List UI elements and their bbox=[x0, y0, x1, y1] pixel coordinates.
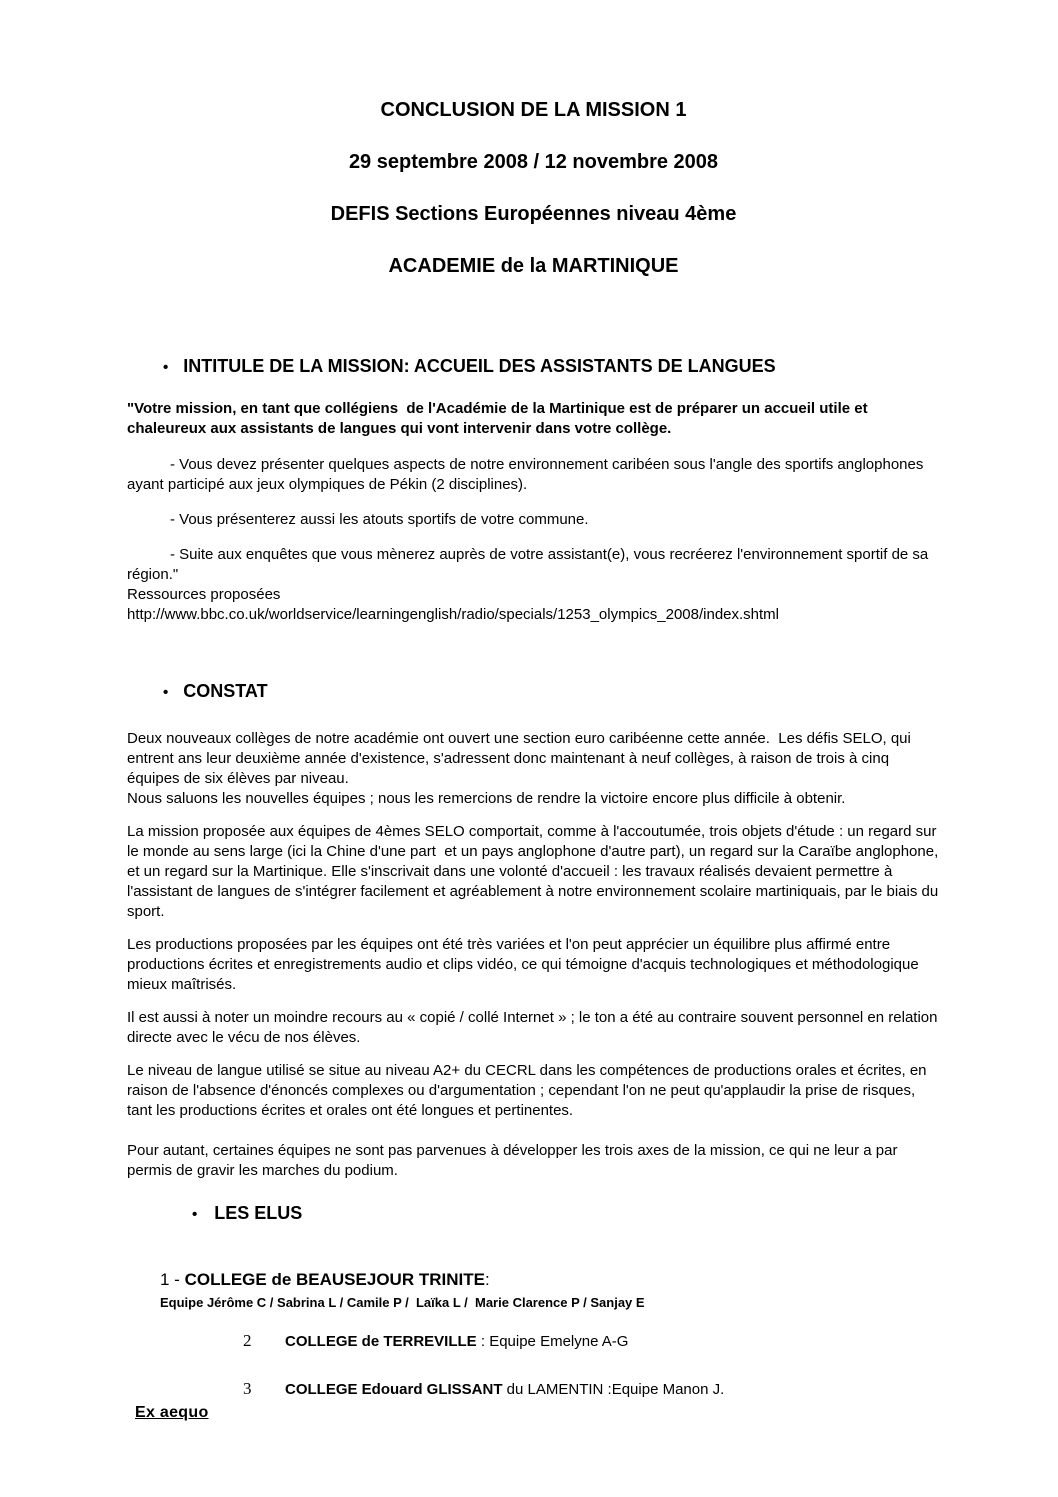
constat-paragraph-1: Deux nouveaux collèges de notre académie ont ouvert une section euro caribéenne cette année. Les défis SELO, qui entrent ans leur deuxième année d'existence, s'adressent donc maintenant à neuf collèges, à raison de trois à cinq équipes de six élèves par niveau. bbox=[127, 730, 916, 787]
bullet-icon: • bbox=[192, 1206, 198, 1223]
rank-2-line bbox=[243, 1331, 940, 1351]
rank-3-number: 3 bbox=[243, 1379, 252, 1398]
ex-aequo-label: Ex aequo bbox=[135, 1404, 209, 1421]
constat-paragraph-4: Les productions proposées par les équipes ont été très variées et l'on peut apprécier un équilibre plus affirmé entre productions écrites et enregistrements audio et clips vidéo, ce qui témoigne d'acquis technologiques et méthodologique mieux maîtrisés. bbox=[127, 936, 923, 993]
resources-label: Ressources proposées bbox=[127, 586, 281, 603]
section-heading-elus-label: LES ELUS bbox=[214, 1203, 303, 1223]
document-date-range: 29 septembre 2008 / 12 novembre 2008 bbox=[348, 151, 719, 173]
bullet-icon: • bbox=[163, 359, 169, 376]
mission-task-2: - Vous présenterez aussi les atouts sportifs de votre commune. bbox=[170, 511, 589, 528]
rank-1-team: Equipe Jérôme C / Sabrina L / Camile P / Laïka L / Marie Clarence P / Sanjay E bbox=[160, 1295, 645, 1310]
constat-paragraph-6: Le niveau de langue utilisé se situe au niveau A2+ du CECRL dans les compétences de productions orales et écrites, en raison de l'absence d'énoncés complexes ou d'argumentation ; cependant l'on ne peut qu'applaudir la prise de risques, tant les productions écrites et orales ont été longues et pertinentes. bbox=[127, 1062, 931, 1119]
rank-2-team: : Equipe Emelyne A-G bbox=[476, 1333, 629, 1350]
constat-paragraph-5: Il est aussi à noter un moindre recours au « copié / collé Internet » ; le ton a été au contraire souvent personnel en relation directe avec le vécu de nos élèves. bbox=[127, 1009, 942, 1046]
rank-1-number: 1 - bbox=[160, 1270, 185, 1289]
mission-task-3: - Suite aux enquêtes que vous mènerez auprès de votre assistant(e), vous recréerez l'environnement sportif de sa région." bbox=[127, 546, 933, 583]
section-heading-elus bbox=[192, 1203, 940, 1225]
constat-paragraph-3: La mission proposée aux équipes de 4èmes SELO comportait, comme à l'accoutumée, trois objets d'étude : un regard sur le monde au sens large (ici la Chine d'une part et un pays anglophone d'autre part), un regard sur la Caraïbe anglophone, et un regard sur la Martinique. Elle s'inscrivait dans une volonté d'accueil : les travaux réalisés devaient permettre à l'assistant de langues de s'intégrer facilement et agréablement à notre environnement scolaire martiniquais, par le biais du sport. bbox=[127, 823, 943, 920]
rank-3-team: du LAMENTIN :Equipe Manon J. bbox=[502, 1381, 725, 1398]
section-heading-intitule-label: INTITULE DE LA MISSION: ACCUEIL DES ASSISTANTS DE LANGUES bbox=[183, 356, 776, 376]
document-title: CONCLUSION DE LA MISSION 1 bbox=[380, 99, 687, 121]
mission-task-1: - Vous devez présenter quelques aspects de notre environnement caribéen sous l'angle des sportifs anglophones ayant participé aux jeux olympiques de Pékin (2 disciplines). bbox=[127, 456, 928, 493]
document-academy: ACADEMIE de la MARTINIQUE bbox=[388, 255, 679, 277]
rank-3-line bbox=[243, 1379, 940, 1399]
constat-paragraph-2: Nous saluons les nouvelles équipes ; nous les remercions de rendre la victoire encore plus difficile à obtenir. bbox=[127, 790, 846, 807]
rank-1-line bbox=[160, 1269, 940, 1291]
rank-3-college: COLLEGE Edouard GLISSANT bbox=[285, 1381, 503, 1398]
document-subtitle: DEFIS Sections Européennes niveau 4ème bbox=[330, 203, 737, 225]
rank-1-college: COLLEGE de BEAUSEJOUR TRINITE bbox=[184, 1270, 485, 1289]
section-heading-constat bbox=[163, 681, 940, 703]
bullet-icon: • bbox=[163, 684, 169, 701]
rank-1-colon: : bbox=[484, 1270, 490, 1289]
rank-2-college: COLLEGE de TERREVILLE bbox=[285, 1333, 477, 1350]
resources-url-link[interactable]: http://www.bbc.co.uk/worldservice/learningenglish/radio/specials/1253_olympics_2008/index.shtml bbox=[127, 606, 780, 623]
mission-intro-paragraph: "Votre mission, en tant que collégiens de l'Académie de la Martinique est de préparer un accueil utile et chaleureux aux assistants de langues qui vont intervenir dans votre collège. bbox=[127, 400, 872, 437]
section-heading-constat-label: CONSTAT bbox=[183, 681, 268, 701]
rank-2-number: 2 bbox=[243, 1331, 252, 1350]
section-heading-intitule bbox=[163, 356, 940, 378]
constat-paragraph-7: Pour autant, certaines équipes ne sont pas parvenues à développer les trois axes de la mission, ce qui ne leur a par permis de gravir les marches du podium. bbox=[127, 1142, 902, 1179]
